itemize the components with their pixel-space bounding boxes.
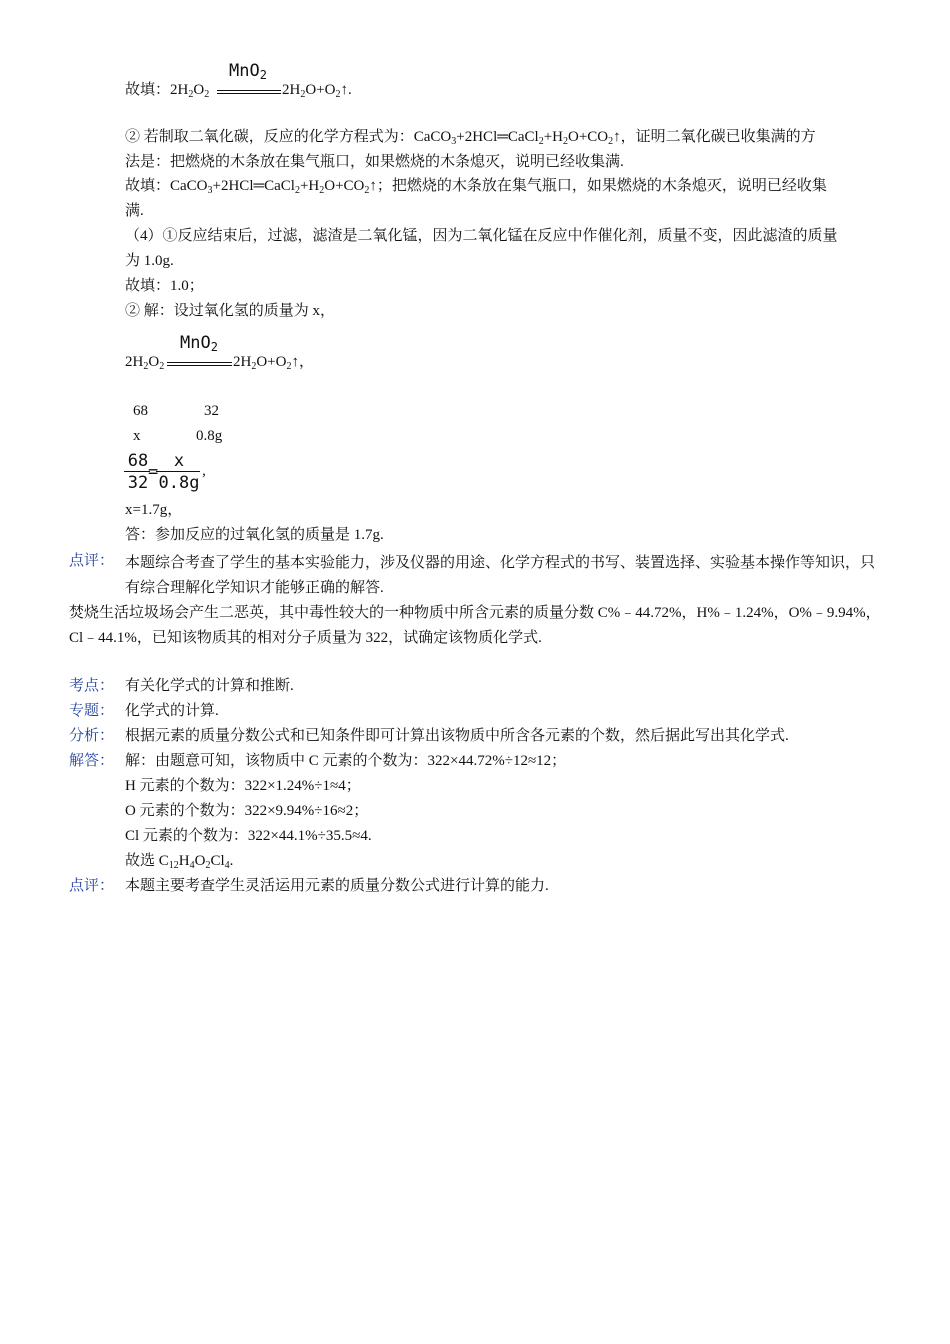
part4-line-1: （4）①反应结束后，过滤，滤渣是二氧化锰，因为二氧化锰在反应中作催化剂，质量不变，因此滤渣的质量 [125, 228, 838, 244]
unknown-mass: x [133, 428, 141, 444]
review-text: 本题综合考查了学生的基本实验能力，涉及仪器的用途、化学方程式的书写、装置选择、实验基本操作等知识，只有综合理解化学知识才能够正确的解答. [125, 555, 876, 596]
fraction-bar-1 [124, 471, 150, 472]
co2-method-line: 法是：把燃烧的木条放在集气瓶口，如果燃烧的木条熄灭，说明已经收集满. [125, 154, 624, 170]
catalyst-label: MnO$_2$ [229, 61, 267, 82]
fraction-comma: , [202, 463, 206, 479]
part4-fill: 故填：1.0； [125, 278, 204, 294]
oxygen-mass: 0.8g [196, 428, 223, 444]
equation-fill-1 [125, 62, 385, 102]
jieda-label: 解答： [69, 753, 115, 769]
fraction-bar-2 [156, 471, 200, 472]
catalyst-label: MnO$_2$ [180, 333, 218, 354]
part4-line-2: 为 1.0g. [125, 253, 174, 269]
fraction-equals: = [148, 462, 159, 482]
jieda-line-3: O 元素的个数为：322×9.94%÷16≈2； [125, 803, 369, 819]
part4-solution-intro: ② 解：设过氧化氢的质量为 x， [125, 303, 336, 319]
kaodian-text: 有关化学式的计算和推断. [125, 678, 294, 694]
co2-fill-line-end: 满. [125, 203, 144, 219]
co2-fill-line: 故填：$CaCO_3+2HCl═CaCl_2+H_2O+CO_2↑$；把燃烧的木条放在集气瓶口，如果燃烧的木条熄灭，说明已经收集 [125, 178, 827, 196]
molar-mass-o2: 32 [204, 403, 219, 419]
fenxi-label: 分析： [69, 728, 115, 744]
fraction-numerator-1: 68 [127, 451, 149, 471]
equation-rhs: $2H_2O+O_2↑$. [282, 82, 352, 100]
equation-solution [125, 334, 345, 374]
fraction-numerator-2: x [173, 451, 185, 471]
jieda-line-2: H 元素的个数为：322×1.24%÷1≈4； [125, 778, 361, 794]
question-text: 焚烧生活垃圾场会产生二恶英，其中毒性较大的一种物质中所含元素的质量分数 C%﹣44.72%，H%﹣1.24%，O%﹣9.94%，Cl﹣44.1%，已知该物质其的相对分子质量为 322，试确定该物质化学式. [69, 605, 881, 646]
molar-mass-h2o2: 68 [133, 403, 148, 419]
zhuanti-text: 化学式的计算. [125, 703, 219, 719]
reaction-arrow [167, 362, 232, 366]
jieda-line-1: 解：由题意可知，该物质中 C 元素的个数为：322×44.72%÷12≈12； [125, 753, 567, 769]
solution-answer: 答：参加反应的过氧化氢的质量是 1.7g. [125, 527, 384, 543]
fraction-denominator-2: 0.8g [158, 473, 200, 493]
reaction-arrow [217, 90, 281, 94]
fraction-denominator-1: 32 [127, 473, 149, 493]
equation-rhs: $2H_2O+O_2↑$， [233, 354, 314, 372]
solution-result: x=1.7g， [125, 502, 183, 518]
co2-equation-line: ② 若制取二氧化碳，反应的化学方程式为：$CaCO_3+2HCl═CaCl_2+H_2O+CO_2↑$，证明二氧化碳已收集满的方 [125, 129, 816, 147]
dianping-text: 本题主要考查学生灵活运用元素的质量分数公式进行计算的能力. [125, 878, 549, 894]
jieda-formula: 故选 $C_{12}H_4O_2Cl_4$. [125, 853, 234, 871]
equation-lhs: 故填：$2H_2O_2$ [125, 82, 210, 100]
jieda-line-4: Cl 元素的个数为：322×44.1%÷35.5≈4. [125, 828, 372, 844]
zhuanti-label: 专题： [69, 703, 115, 719]
kaodian-label: 考点： [69, 678, 115, 694]
dianping-label: 点评： [69, 878, 115, 894]
fenxi-text: 根据元素的质量分数公式和已知条件即可计算出该物质中所含各元素的个数，然后据此写出其化学式. [125, 728, 789, 744]
review-label: 点评： [69, 553, 115, 569]
equation-lhs: $2H_2O_2$ [125, 354, 165, 372]
